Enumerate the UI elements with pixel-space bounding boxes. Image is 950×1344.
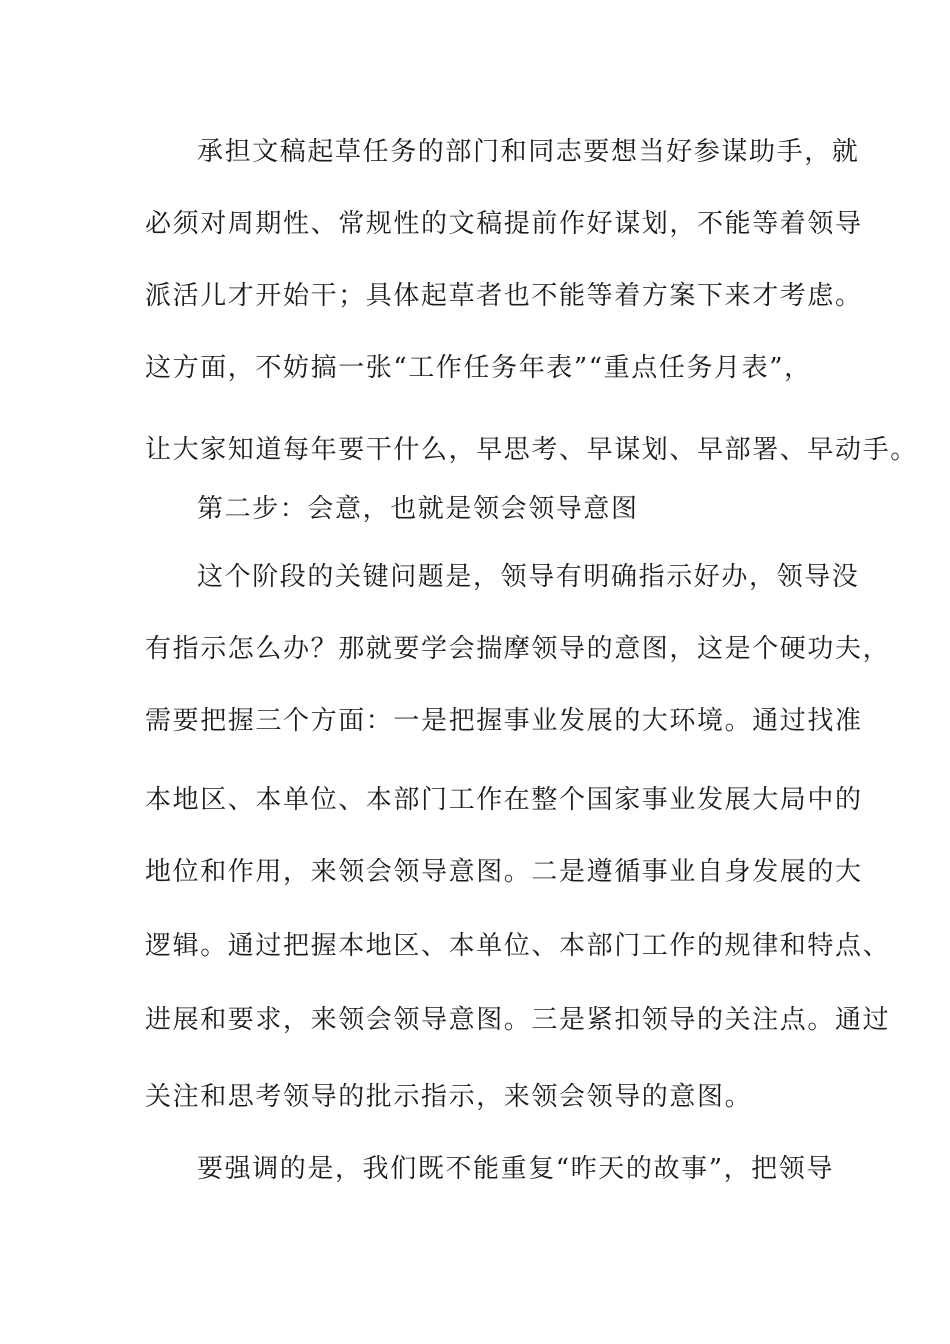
- paragraph-1-line-3: 派活儿才开始干；具体起草者也不能等着方案下来才考虑。: [145, 281, 863, 311]
- paragraph-1-line-4: 这方面，不妨搞一张“工作任务年表”“重点任务月表”，: [145, 353, 812, 383]
- paragraph-2-line-4: 本地区、本单位、本部门工作在整个国家事业发展大局中的: [145, 785, 863, 815]
- paragraph-1-line-2: 必须对周期性、常规性的文稿提前作好谋划，不能等着领导: [145, 209, 863, 239]
- paragraph-2-line-1: 这个阶段的关键问题是，领导有明确指示好办，领导没: [197, 562, 860, 592]
- section-heading: 第二步：会意，也就是领会领导意图: [197, 494, 639, 524]
- paragraph-2-line-8: 关注和思考领导的批示指示，来领会领导的意图。: [145, 1082, 753, 1112]
- paragraph-2-line-3: 需要把握三个方面：一是把握事业发展的大环境。通过找准: [145, 706, 863, 736]
- paragraph-2-line-2: 有指示怎么办？那就要学会揣摩领导的意图，这是个硬功夫，: [145, 634, 891, 664]
- paragraph-2-line-6: 逻辑。通过把握本地区、本单位、本部门工作的规律和特点、: [145, 931, 891, 961]
- paragraph-2-line-7: 进展和要求，来领会领导意图。三是紧扣领导的关注点。通过: [145, 1005, 891, 1035]
- paragraph-1-line-5: 让大家知道每年要干什么，早思考、早谋划、早部署、早动手。: [145, 435, 918, 465]
- paragraph-2-line-5: 地位和作用，来领会领导意图。二是遵循事业自身发展的大: [145, 857, 863, 887]
- paragraph-1-line-1: 承担文稿起草任务的部门和同志要想当好参谋助手，就: [197, 137, 860, 167]
- paragraph-3-line-1: 要强调的是，我们既不能重复“昨天的故事”，把领导: [197, 1154, 834, 1184]
